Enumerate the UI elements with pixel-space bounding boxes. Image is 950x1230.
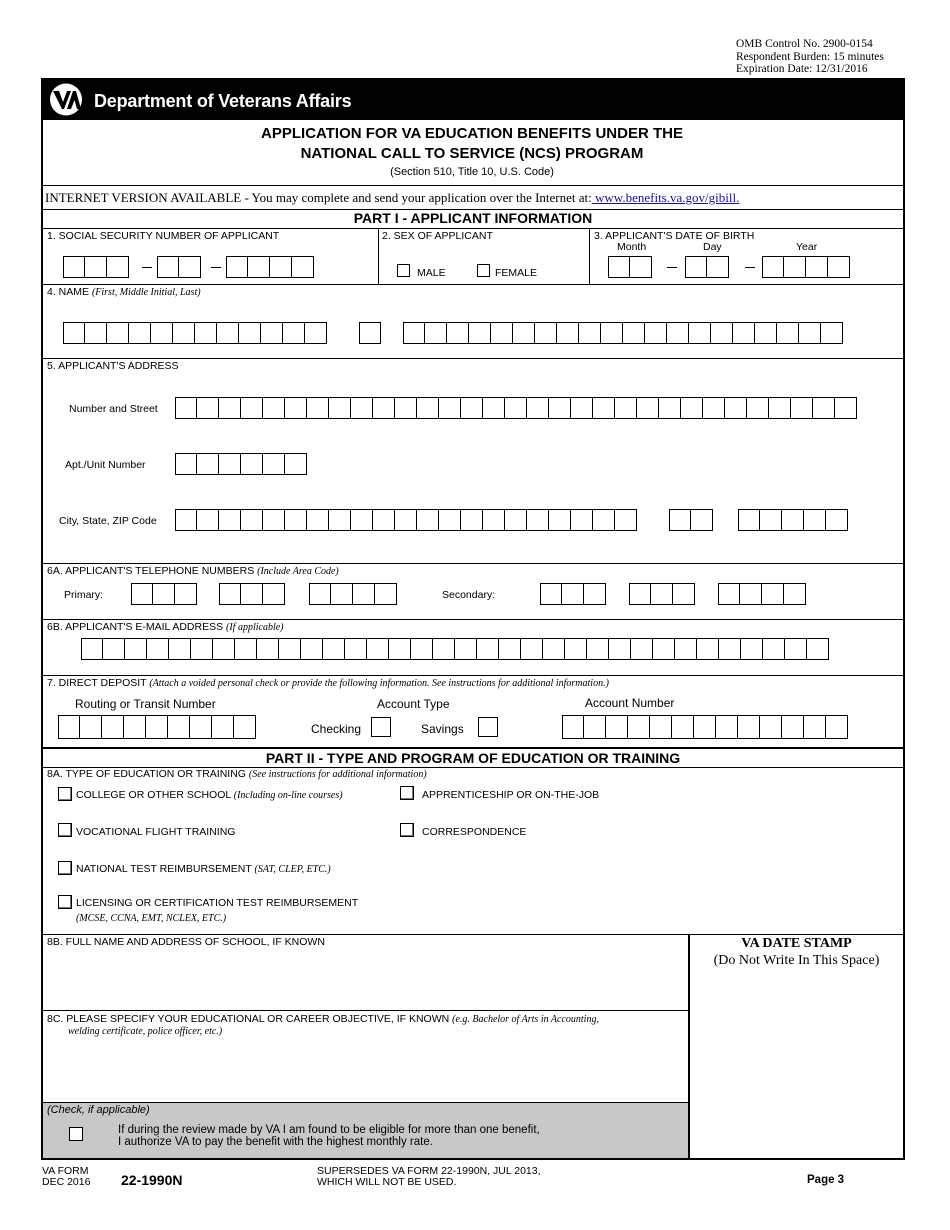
divider xyxy=(43,619,903,620)
last-name-input[interactable] xyxy=(403,322,843,344)
form-subtitle: (Section 510, Title 10, U.S. Code) xyxy=(390,166,554,178)
field8b-label: 8B. FULL NAME AND ADDRESS OF SCHOOL, IF KNOWN xyxy=(47,936,325,948)
form-title-line1: APPLICATION FOR VA EDUCATION BENEFITS UNDER THE xyxy=(261,125,683,142)
field7-label xyxy=(47,677,609,689)
apprenticeship-label: APPRENTICESHIP OR ON-THE-JOB xyxy=(422,789,600,801)
apt-input[interactable] xyxy=(175,453,307,475)
test-reimbursement-label xyxy=(76,863,331,875)
account-number-input[interactable] xyxy=(562,715,848,739)
divider xyxy=(43,675,903,676)
secondary-prefix-input[interactable] xyxy=(629,583,695,605)
field6b-text: 6B. APPLICANT'S E-MAIL ADDRESS xyxy=(47,621,227,633)
expiration-date: Expiration Date: 12/31/2016 xyxy=(736,63,868,75)
gibill-link[interactable]: www.benefits.va.gov/gibill. xyxy=(591,190,740,205)
college-hint: (Including on-line courses) xyxy=(233,790,343,801)
licensing-label: LICENSING OR CERTIFICATION TEST REIMBURSEMENT xyxy=(76,897,359,909)
field6a-label xyxy=(47,565,339,577)
dash xyxy=(211,267,221,268)
field6a-text: 6A. APPLICANT'S TELEPHONE NUMBERS xyxy=(47,565,258,577)
dob-day-input[interactable] xyxy=(685,256,729,278)
city-input[interactable] xyxy=(175,509,637,531)
divider xyxy=(43,563,903,564)
month-label: Month xyxy=(617,241,647,253)
routing-input[interactable] xyxy=(58,715,256,739)
routing-label: Routing or Transit Number xyxy=(75,697,216,711)
divider xyxy=(43,358,903,359)
correspondence-checkbox[interactable] xyxy=(400,823,414,837)
female-label: FEMALE xyxy=(495,267,538,279)
first-name-input[interactable] xyxy=(63,322,327,344)
college-label xyxy=(76,789,343,801)
licensing-checkbox[interactable] xyxy=(58,895,72,909)
field6b-hint: (If applicable) xyxy=(226,622,284,633)
field8a-text: 8A. TYPE OF EDUCATION OR TRAINING xyxy=(47,768,249,780)
city-label: City, State, ZIP Code xyxy=(59,515,157,527)
highest-rate-checkbox[interactable] xyxy=(69,1127,83,1141)
account-type-label: Account Type xyxy=(377,697,450,711)
divider xyxy=(43,1102,689,1103)
field8c-label xyxy=(47,1013,599,1025)
omb-block xyxy=(736,38,884,76)
field7-hint: (Attach a voided personal check or provide the following information. See instructions for additional information.) xyxy=(149,678,609,689)
street-input[interactable] xyxy=(175,397,857,419)
footer-form: VA FORM xyxy=(42,1165,89,1177)
benefit-text-line2: I authorize VA to pay the benefit with the highest monthly rate. xyxy=(118,1136,433,1148)
licensing-hint xyxy=(76,912,226,924)
dob-year-input[interactable] xyxy=(762,256,850,278)
secondary-label: Secondary: xyxy=(442,589,496,601)
savings-checkbox[interactable] xyxy=(478,717,498,739)
field6a-hint: (Include Area Code) xyxy=(257,566,339,577)
primary-line-input[interactable] xyxy=(309,583,397,605)
field5-label: 5. APPLICANT'S ADDRESS xyxy=(47,360,179,372)
field4-label xyxy=(47,286,201,298)
checking-label: Checking xyxy=(311,722,362,736)
savings-label: Savings xyxy=(421,722,464,736)
form-number: 22-1990N xyxy=(121,1172,183,1188)
va-logo-icon xyxy=(48,83,84,116)
divider xyxy=(378,228,379,284)
field1-label: 1. SOCIAL SECURITY NUMBER OF APPLICANT xyxy=(47,230,280,242)
field8a-label xyxy=(47,768,427,780)
account-number-label: Account Number xyxy=(585,696,675,710)
college-text: COLLEGE OR OTHER SCHOOL xyxy=(76,789,234,801)
ssn-part1-input[interactable] xyxy=(63,256,129,278)
footer-form-label xyxy=(42,1166,90,1188)
ssn-part3-input[interactable] xyxy=(226,256,314,278)
dash xyxy=(142,267,152,268)
internet-notice xyxy=(45,190,739,206)
part1-heading: PART I - APPLICANT INFORMATION xyxy=(353,210,593,226)
divider xyxy=(43,284,903,285)
divider xyxy=(43,934,903,935)
test-reimbursement-checkbox[interactable] xyxy=(58,861,72,875)
divider xyxy=(43,747,903,749)
email-input[interactable] xyxy=(81,638,829,660)
field8a-hint: (See instructions for additional information) xyxy=(248,769,427,780)
dob-month-input[interactable] xyxy=(608,256,652,278)
respondent-burden: Respondent Burden: 15 minutes xyxy=(736,50,884,63)
date-stamp-title: VA DATE STAMP xyxy=(741,936,852,951)
divider xyxy=(43,228,903,229)
middle-initial-input[interactable] xyxy=(359,322,381,344)
primary-label: Primary: xyxy=(64,589,104,601)
form-title-line2: NATIONAL CALL TO SERVICE (NCS) PROGRAM xyxy=(300,145,644,162)
divider xyxy=(589,228,590,284)
street-label: Number and Street xyxy=(69,403,158,415)
date-stamp-note: (Do Not Write In This Space) xyxy=(713,953,880,968)
secondary-line-input[interactable] xyxy=(718,583,806,605)
year-label: Year xyxy=(796,241,818,253)
field8c-hint2-text: welding certificate, police officer, etc.) xyxy=(68,1026,223,1037)
agency-name: Department of Veterans Affairs xyxy=(94,91,352,111)
test-hint: (SAT, CLEP, ETC.) xyxy=(254,864,331,875)
page-number: Page 3 xyxy=(807,1174,845,1186)
test-text: NATIONAL TEST REIMBURSEMENT xyxy=(76,863,255,875)
internet-text: INTERNET VERSION AVAILABLE - You may complete and send your application over the Internet at: xyxy=(45,190,592,205)
omb-control: OMB Control No. 2900-0154 xyxy=(736,38,873,50)
field2-label: 2. SEX OF APPLICANT xyxy=(382,230,493,242)
field4-hint: (First, Middle Initial, Last) xyxy=(91,287,201,298)
zip-input[interactable] xyxy=(738,509,848,531)
check-applicable-label: (Check, if applicable) xyxy=(47,1104,150,1116)
field6b-label xyxy=(47,621,284,633)
dash xyxy=(745,267,755,268)
footer-date: DEC 2016 xyxy=(42,1176,91,1188)
male-checkbox[interactable] xyxy=(397,264,410,277)
flight-label: VOCATIONAL FLIGHT TRAINING xyxy=(76,826,236,838)
field8c-hint: (e.g. Bachelor of Arts in Accounting, xyxy=(452,1014,599,1025)
college-checkbox[interactable] xyxy=(58,787,72,801)
primary-area-input[interactable] xyxy=(131,583,197,605)
male-label: MALE xyxy=(417,267,446,279)
field4-text: 4. NAME xyxy=(47,286,92,298)
primary-prefix-input[interactable] xyxy=(219,583,285,605)
secondary-area-input[interactable] xyxy=(540,583,606,605)
apprenticeship-checkbox[interactable] xyxy=(400,786,414,800)
licensing-hint-text: (MCSE, CCNA, EMT, NCLEX, ETC.) xyxy=(76,913,227,924)
day-label: Day xyxy=(703,241,722,253)
supersedes-line1: SUPERSEDES VA FORM 22-1990N, JUL 2013, xyxy=(317,1165,541,1177)
footer-supersedes xyxy=(317,1166,541,1188)
benefit-text-line1: If during the review made by VA I am found to be eligible for more than one benefit, xyxy=(118,1124,540,1136)
field3-label: 3. APPLICANT'S DATE OF BIRTH xyxy=(594,230,755,242)
correspondence-label: CORRESPONDENCE xyxy=(422,826,527,838)
divider xyxy=(43,1010,689,1011)
checking-checkbox[interactable] xyxy=(371,717,391,739)
field8c-hint2 xyxy=(68,1025,222,1037)
apt-label: Apt./Unit Number xyxy=(65,459,146,471)
flight-checkbox[interactable] xyxy=(58,823,72,837)
dash xyxy=(667,267,677,268)
state-input[interactable] xyxy=(669,509,713,531)
supersedes-line2: WHICH WILL NOT BE USED. xyxy=(317,1176,457,1188)
female-checkbox[interactable] xyxy=(477,264,490,277)
part2-heading: PART II - TYPE AND PROGRAM OF EDUCATION OR TRAINING xyxy=(265,750,681,766)
field8c-text: 8C. PLEASE SPECIFY YOUR EDUCATIONAL OR CAREER OBJECTIVE, IF KNOWN xyxy=(47,1013,453,1025)
divider xyxy=(43,185,903,186)
ssn-part2-input[interactable] xyxy=(157,256,201,278)
field7-text: 7. DIRECT DEPOSIT xyxy=(47,677,150,689)
